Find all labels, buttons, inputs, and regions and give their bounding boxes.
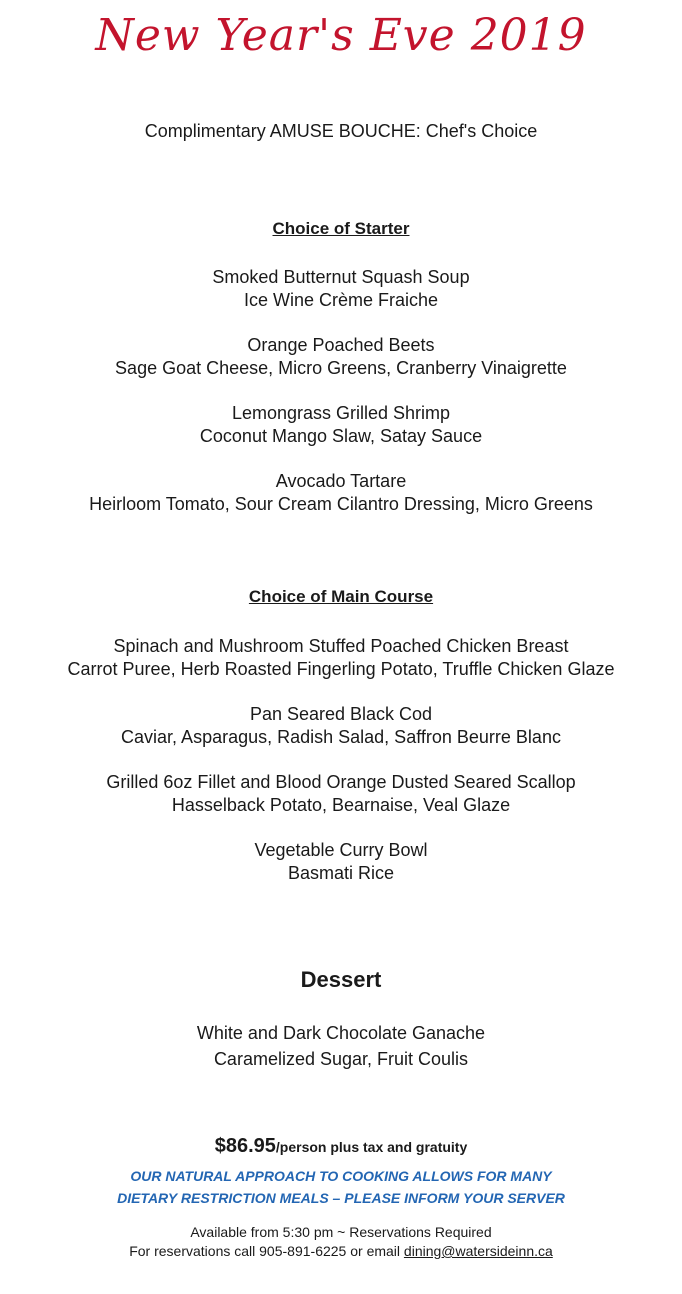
- starter-item: [0, 334, 682, 380]
- dessert-item-name: White and Dark Chocolate Ganache: [196, 1023, 486, 1043]
- starter-item: [0, 266, 682, 312]
- starter-item: [0, 402, 682, 448]
- main-course-item-description: Carrot Puree, Herb Roasted Fingerling Potato, Truffle Chicken Glaze: [67, 659, 615, 679]
- starter-item-name: Orange Poached Beets: [247, 335, 435, 355]
- dessert-item: [0, 1020, 682, 1072]
- starter-item-name: Lemongrass Grilled Shrimp: [231, 403, 451, 423]
- dessert-heading: Dessert: [300, 967, 382, 992]
- starter-item-description: Ice Wine Crème Fraiche: [243, 290, 439, 310]
- reservations-text: For reservations call 905-891-6225 or email: [129, 1243, 404, 1259]
- availability-text: Available from 5:30 pm ~ Reservations Required: [190, 1224, 492, 1240]
- dietary-notice-line: OUR NATURAL APPROACH TO COOKING ALLOWS FOR MANY: [130, 1168, 552, 1184]
- main-course-item: [0, 839, 682, 885]
- footer: [0, 1223, 682, 1261]
- main-course-item-description: Caviar, Asparagus, Radish Salad, Saffron Beurre Blanc: [121, 727, 561, 747]
- main-course-item-name: Pan Seared Black Cod: [249, 704, 433, 724]
- main-course-heading: Choice of Main Course: [248, 587, 434, 606]
- dietary-notice-line: DIETARY RESTRICTION MEALS – PLEASE INFORM YOUR SERVER: [117, 1190, 565, 1206]
- email-link[interactable]: dining@watersideinn.ca: [403, 1243, 553, 1259]
- main-course-item-description: Basmati Rice: [287, 863, 395, 883]
- main-course-item-name: Spinach and Mushroom Stuffed Poached Chicken Breast: [113, 636, 569, 656]
- dietary-notice: [0, 1165, 682, 1209]
- starter-item-name: Smoked Butternut Squash Soup: [212, 267, 470, 287]
- price-line: [0, 1135, 682, 1158]
- starter-item: [0, 470, 682, 516]
- main-course-item-description: Hasselback Potato, Bearnaise, Veal Glaze: [171, 795, 511, 815]
- reservations-line: [0, 1242, 682, 1261]
- starter-heading: Choice of Starter: [272, 219, 410, 238]
- main-course-item: [0, 771, 682, 817]
- starter-item-name: Avocado Tartare: [275, 471, 407, 491]
- amuse-bouche-line: Complimentary AMUSE BOUCHE: Chef's Choice: [144, 121, 538, 141]
- main-course-item-name: Grilled 6oz Fillet and Blood Orange Dusted Seared Scallop: [106, 772, 576, 792]
- main-course-item-name: Vegetable Curry Bowl: [254, 840, 428, 860]
- price-note: /person plus tax and gratuity: [275, 1139, 468, 1155]
- starter-item-description: Coconut Mango Slaw, Satay Sauce: [199, 426, 483, 446]
- starter-item-description: Heirloom Tomato, Sour Cream Cilantro Dressing, Micro Greens: [89, 494, 593, 514]
- main-course-item: [0, 635, 682, 681]
- main-course-item: [0, 703, 682, 749]
- dessert-item-description: Caramelized Sugar, Fruit Coulis: [213, 1049, 469, 1069]
- starter-item-description: Sage Goat Cheese, Micro Greens, Cranberry Vinaigrette: [115, 358, 567, 378]
- price-amount: $86.95: [214, 1135, 276, 1157]
- page-title: New Year's Eve 2019: [95, 10, 587, 61]
